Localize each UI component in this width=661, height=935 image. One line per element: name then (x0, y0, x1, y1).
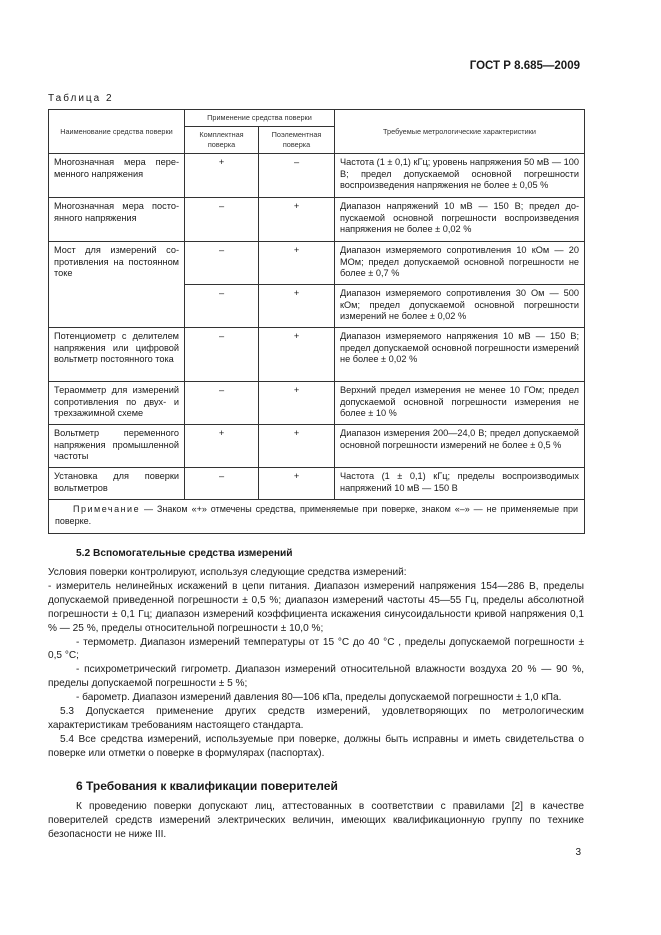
tool-name: Установка для поверки вольтметров (49, 468, 185, 500)
header-complete: Комплектная поверка (185, 127, 259, 154)
element-mark: + (259, 425, 335, 468)
complete-mark: – (185, 382, 259, 425)
section-5-2-heading: 5.2 Вспомогательные средства измерений (76, 548, 293, 559)
table-note (49, 500, 585, 534)
requirements: Диапазон напряжений 10 мВ — 150 В; предел допускаемой основной погрешности воспроизведения напряжения не более ± 0,02 % (335, 198, 585, 242)
element-mark: – (259, 154, 335, 198)
table-row (49, 382, 585, 425)
paragraph-5-3: 5.3 Допускается применение других средств измерений, удовлетворяющих по метрологическим характеристикам требованиям настоящего стандарта. (48, 706, 584, 731)
table-row (49, 198, 585, 242)
paragraph-5-4: 5.4 Все средства измерений, используемые при поверке, должны быть исправны и иметь свидетельства о поверке или отметки о поверке в формулярах (паспортах). (48, 733, 584, 759)
complete-mark: – (185, 468, 259, 500)
tool-name: Тераомметр для измерений сопротивления по двух- и трехзажимной схеме (49, 382, 185, 425)
header-name: Наименование средства поверки (49, 110, 185, 154)
requirements: Диапазон измеряемого сопротивления 30 Ом — 500 кОм; предел допускаемой основной погрешности измерений не более ± 0,02 % (335, 285, 585, 328)
note-label: Примечание (73, 504, 141, 514)
complete-mark: – (185, 242, 259, 285)
tool-name: Потенциометр с делителем напряжения или цифровой вольтметр постоянного тока (49, 328, 185, 382)
complete-mark: + (185, 154, 259, 198)
note-text: — Знаком «+» отмечены средства, применяемые при поверке, знаком «–» — не применяемые при поверке. (55, 504, 578, 526)
complete-mark: – (185, 285, 259, 328)
list-item: - психрометрический гигрометр. Диапазон измерений относительной влажности воздуха 20 % — 90 %, пределы допускаемой погрешности ± 5 %; (48, 664, 584, 690)
table-row (49, 154, 585, 198)
requirements: Верхний предел измерения не менее 10 ГОм; предел допускаемой основной погрешности измерения не более ± 10 % (335, 382, 585, 425)
header-requirements: Требуемые метрологические характеристики (335, 110, 585, 154)
table-note-row (49, 500, 585, 534)
table-row (49, 468, 585, 500)
table-row (49, 425, 585, 468)
element-mark: + (259, 382, 335, 425)
complete-mark: – (185, 198, 259, 242)
complete-mark: – (185, 328, 259, 382)
table-title: Таблица 2 (48, 93, 114, 104)
tool-name: Многозначная мера постоянного напряжения (49, 198, 185, 242)
document-standard-number: ГОСТ Р 8.685—2009 (469, 60, 580, 72)
complete-mark: + (185, 425, 259, 468)
requirements: Диапазон измеряемого сопротивления 10 кОм — 20 МОм; предел допускаемой основной погрешности не более ± 0,7 % (335, 242, 585, 285)
element-mark: + (259, 285, 335, 328)
section-5-2-body (48, 566, 584, 761)
section-6-text: К проведению поверки допускают лиц, аттестованных в соответствии с правилами [2] в качестве поверителей средств измерений электрических величин, имеющих квалификационную группу по технике безопасности не ниже III. (48, 801, 584, 840)
element-mark: + (259, 328, 335, 382)
section-5-2-intro: Условия поверки контролируют, используя следующие средства измерений: (48, 567, 407, 578)
list-item: - барометр. Диапазон измерений давления 80—106 кПа, пределы допускаемой погрешности ± 1,0 кПа. (76, 692, 562, 704)
section-6-heading: 6 Требования к квалификации поверителей (76, 779, 338, 793)
tool-name: Многозначная мера переменного напряжения (49, 154, 185, 198)
table-header-row (49, 110, 585, 127)
requirements: Частота (1 ± 0,1) кГц; уровень напряжения 50 мВ — 100 В; предел допускаемой основной погрешности воспроизведения напряжения не более ± 0,05 % (335, 154, 585, 198)
page-number: 3 (575, 847, 581, 858)
header-element: Поэлементная поверка (259, 127, 335, 154)
verification-tools-table (48, 109, 585, 534)
requirements: Диапазон измеряемого напряжения 10 мВ — 150 В; предел допускаемой основной погрешности измерений не более ± 0,02 % (335, 328, 585, 382)
requirements: Частота (1 ± 0,1) кГц; пределы воспроизводимых напряжений 10 мВ — 150 В (335, 468, 585, 500)
requirements: Диапазон измерения 200—24,0 В; предел допускаемой основной погрешности измерений не более ± 0,5 % (335, 425, 585, 468)
list-item-text: - измеритель нелинейных искажений в цепи питания. Диапазон измерений напряжения 154—286 В, пределы допускаемой приведенной погрешности ± 0,5 %; диапазон измерений частоты 45—55 Гц, пределы абсолютной погрешности ± 0,1 Гц; диапазон измерений коэффициента искажения синусоидальности кривой напряжения 0,1 % — 25 %, пределы относительной погрешности ± 10,0 %; (48, 580, 584, 634)
header-application: Применение средства поверки (185, 110, 335, 127)
tool-name: Вольтметр переменного напряжения промышленной частоты (49, 425, 185, 468)
list-item: - термометр. Диапазон измерений температуры от 15 °С до 40 °С , пределы допускаемой погрешности ± 0,5 °С; (48, 636, 584, 662)
element-mark: + (259, 242, 335, 285)
element-mark: + (259, 468, 335, 500)
element-mark: + (259, 198, 335, 242)
list-item (23, 580, 584, 636)
table-row (49, 328, 585, 382)
tool-name: Мост для измерений сопротивления на постоянном токе (49, 242, 185, 328)
table-row (49, 242, 585, 285)
